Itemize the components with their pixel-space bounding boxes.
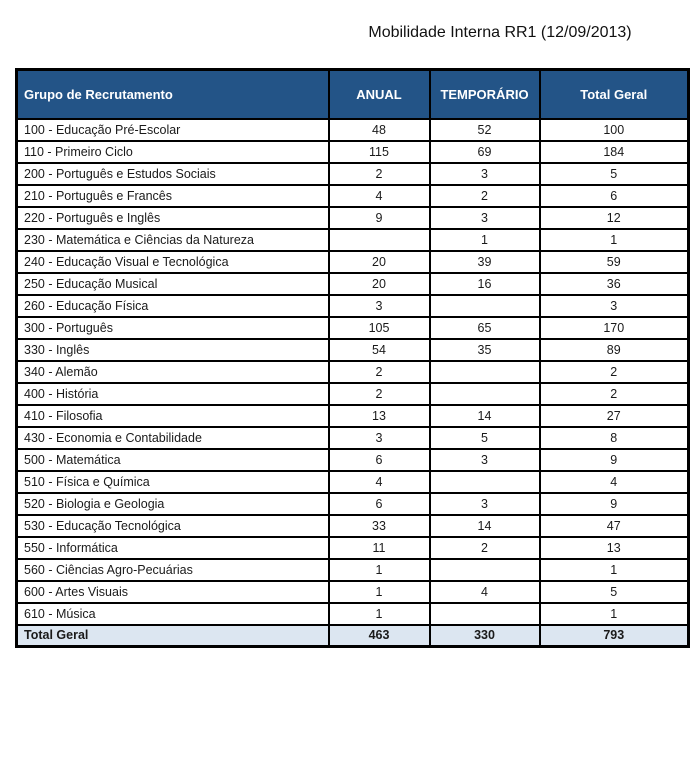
total-cell: 184 — [540, 141, 689, 163]
table-row — [17, 537, 689, 559]
total-cell: 12 — [540, 207, 689, 229]
total-cell: 36 — [540, 273, 689, 295]
table-row — [17, 295, 689, 317]
anual-cell: 115 — [329, 141, 430, 163]
anual-cell: 3 — [329, 295, 430, 317]
temporario-cell: 69 — [430, 141, 540, 163]
anual-cell: 6 — [329, 493, 430, 515]
table-row — [17, 471, 689, 493]
anual-cell: 105 — [329, 317, 430, 339]
total-cell: 8 — [540, 427, 689, 449]
group-cell: 500 - Matemática — [17, 449, 329, 471]
table-row — [17, 273, 689, 295]
anual-cell: 2 — [329, 383, 430, 405]
group-cell: 300 - Português — [17, 317, 329, 339]
total-temporario-value: 330 — [430, 625, 540, 647]
mobility-table — [15, 68, 690, 648]
temporario-cell — [430, 383, 540, 405]
total-cell: 13 — [540, 537, 689, 559]
header-grupo-de-recrutamento: Grupo de Recrutamento — [17, 70, 329, 119]
group-cell: 410 - Filosofia — [17, 405, 329, 427]
total-cell: 1 — [540, 559, 689, 581]
temporario-cell: 16 — [430, 273, 540, 295]
anual-cell: 33 — [329, 515, 430, 537]
group-cell: 610 - Música — [17, 603, 329, 625]
total-cell: 5 — [540, 581, 689, 603]
total-cell: 1 — [540, 603, 689, 625]
temporario-cell: 4 — [430, 581, 540, 603]
temporario-cell: 14 — [430, 405, 540, 427]
group-cell: 220 - Português e Inglês — [17, 207, 329, 229]
table-row — [17, 251, 689, 273]
header-total-geral: Total Geral — [540, 70, 689, 119]
total-anual-value: 463 — [329, 625, 430, 647]
anual-cell: 2 — [329, 163, 430, 185]
table-row — [17, 493, 689, 515]
header-temporario: TEMPORÁRIO — [430, 70, 540, 119]
anual-cell: 9 — [329, 207, 430, 229]
anual-cell: 4 — [329, 185, 430, 207]
table-row — [17, 383, 689, 405]
temporario-cell: 3 — [430, 493, 540, 515]
total-geral-value: 793 — [540, 625, 689, 647]
anual-cell: 4 — [329, 471, 430, 493]
table-row — [17, 185, 689, 207]
group-cell: 520 - Biologia e Geologia — [17, 493, 329, 515]
temporario-cell: 3 — [430, 449, 540, 471]
page-title: Mobilidade Interna RR1 (12/09/2013) — [368, 24, 632, 41]
table-row — [17, 515, 689, 537]
table-row — [17, 119, 689, 141]
anual-cell: 20 — [329, 251, 430, 273]
anual-cell: 1 — [329, 603, 430, 625]
table-body — [17, 119, 689, 625]
total-cell: 59 — [540, 251, 689, 273]
total-cell: 1 — [540, 229, 689, 251]
group-cell: 240 - Educação Visual e Tecnológica — [17, 251, 329, 273]
group-cell: 340 - Alemão — [17, 361, 329, 383]
total-row — [17, 625, 689, 647]
anual-cell: 3 — [329, 427, 430, 449]
table-row — [17, 603, 689, 625]
group-cell: 400 - História — [17, 383, 329, 405]
temporario-cell: 2 — [430, 537, 540, 559]
anual-cell: 1 — [329, 559, 430, 581]
table-row — [17, 427, 689, 449]
total-cell: 170 — [540, 317, 689, 339]
table-row — [17, 361, 689, 383]
temporario-cell: 2 — [430, 185, 540, 207]
anual-cell — [329, 229, 430, 251]
anual-cell: 13 — [329, 405, 430, 427]
table-row — [17, 207, 689, 229]
temporario-cell: 39 — [430, 251, 540, 273]
total-cell: 89 — [540, 339, 689, 361]
group-cell: 600 - Artes Visuais — [17, 581, 329, 603]
table-row — [17, 141, 689, 163]
table-row — [17, 339, 689, 361]
table-row — [17, 317, 689, 339]
total-cell: 2 — [540, 383, 689, 405]
temporario-cell: 14 — [430, 515, 540, 537]
group-cell: 560 - Ciências Agro-Pecuárias — [17, 559, 329, 581]
total-cell: 3 — [540, 295, 689, 317]
total-cell: 100 — [540, 119, 689, 141]
total-row-label: Total Geral — [17, 625, 329, 647]
group-cell: 530 - Educação Tecnológica — [17, 515, 329, 537]
total-cell: 27 — [540, 405, 689, 427]
group-cell: 100 - Educação Pré-Escolar — [17, 119, 329, 141]
temporario-cell: 1 — [430, 229, 540, 251]
anual-cell: 48 — [329, 119, 430, 141]
group-cell: 260 - Educação Física — [17, 295, 329, 317]
total-cell: 6 — [540, 185, 689, 207]
group-cell: 110 - Primeiro Ciclo — [17, 141, 329, 163]
temporario-cell: 3 — [430, 163, 540, 185]
temporario-cell — [430, 295, 540, 317]
table-row — [17, 229, 689, 251]
group-cell: 230 - Matemática e Ciências da Natureza — [17, 229, 329, 251]
total-cell: 47 — [540, 515, 689, 537]
group-cell: 330 - Inglês — [17, 339, 329, 361]
total-cell: 5 — [540, 163, 689, 185]
table-row — [17, 405, 689, 427]
temporario-cell: 5 — [430, 427, 540, 449]
table-row — [17, 163, 689, 185]
group-cell: 550 - Informática — [17, 537, 329, 559]
group-cell: 430 - Economia e Contabilidade — [17, 427, 329, 449]
temporario-cell — [430, 559, 540, 581]
total-cell: 9 — [540, 449, 689, 471]
header-anual: ANUAL — [329, 70, 430, 119]
group-cell: 200 - Português e Estudos Sociais — [17, 163, 329, 185]
temporario-cell — [430, 603, 540, 625]
table-row — [17, 559, 689, 581]
temporario-cell: 3 — [430, 207, 540, 229]
temporario-cell: 35 — [430, 339, 540, 361]
temporario-cell — [430, 471, 540, 493]
total-cell: 9 — [540, 493, 689, 515]
anual-cell: 20 — [329, 273, 430, 295]
temporario-cell: 52 — [430, 119, 540, 141]
table-row — [17, 581, 689, 603]
anual-cell: 11 — [329, 537, 430, 559]
anual-cell: 54 — [329, 339, 430, 361]
header-row — [17, 70, 689, 119]
total-cell: 2 — [540, 361, 689, 383]
anual-cell: 1 — [329, 581, 430, 603]
total-cell: 4 — [540, 471, 689, 493]
group-cell: 250 - Educação Musical — [17, 273, 329, 295]
anual-cell: 2 — [329, 361, 430, 383]
temporario-cell: 65 — [430, 317, 540, 339]
table-row — [17, 449, 689, 471]
anual-cell: 6 — [329, 449, 430, 471]
group-cell: 210 - Português e Francês — [17, 185, 329, 207]
group-cell: 510 - Física e Química — [17, 471, 329, 493]
temporario-cell — [430, 361, 540, 383]
